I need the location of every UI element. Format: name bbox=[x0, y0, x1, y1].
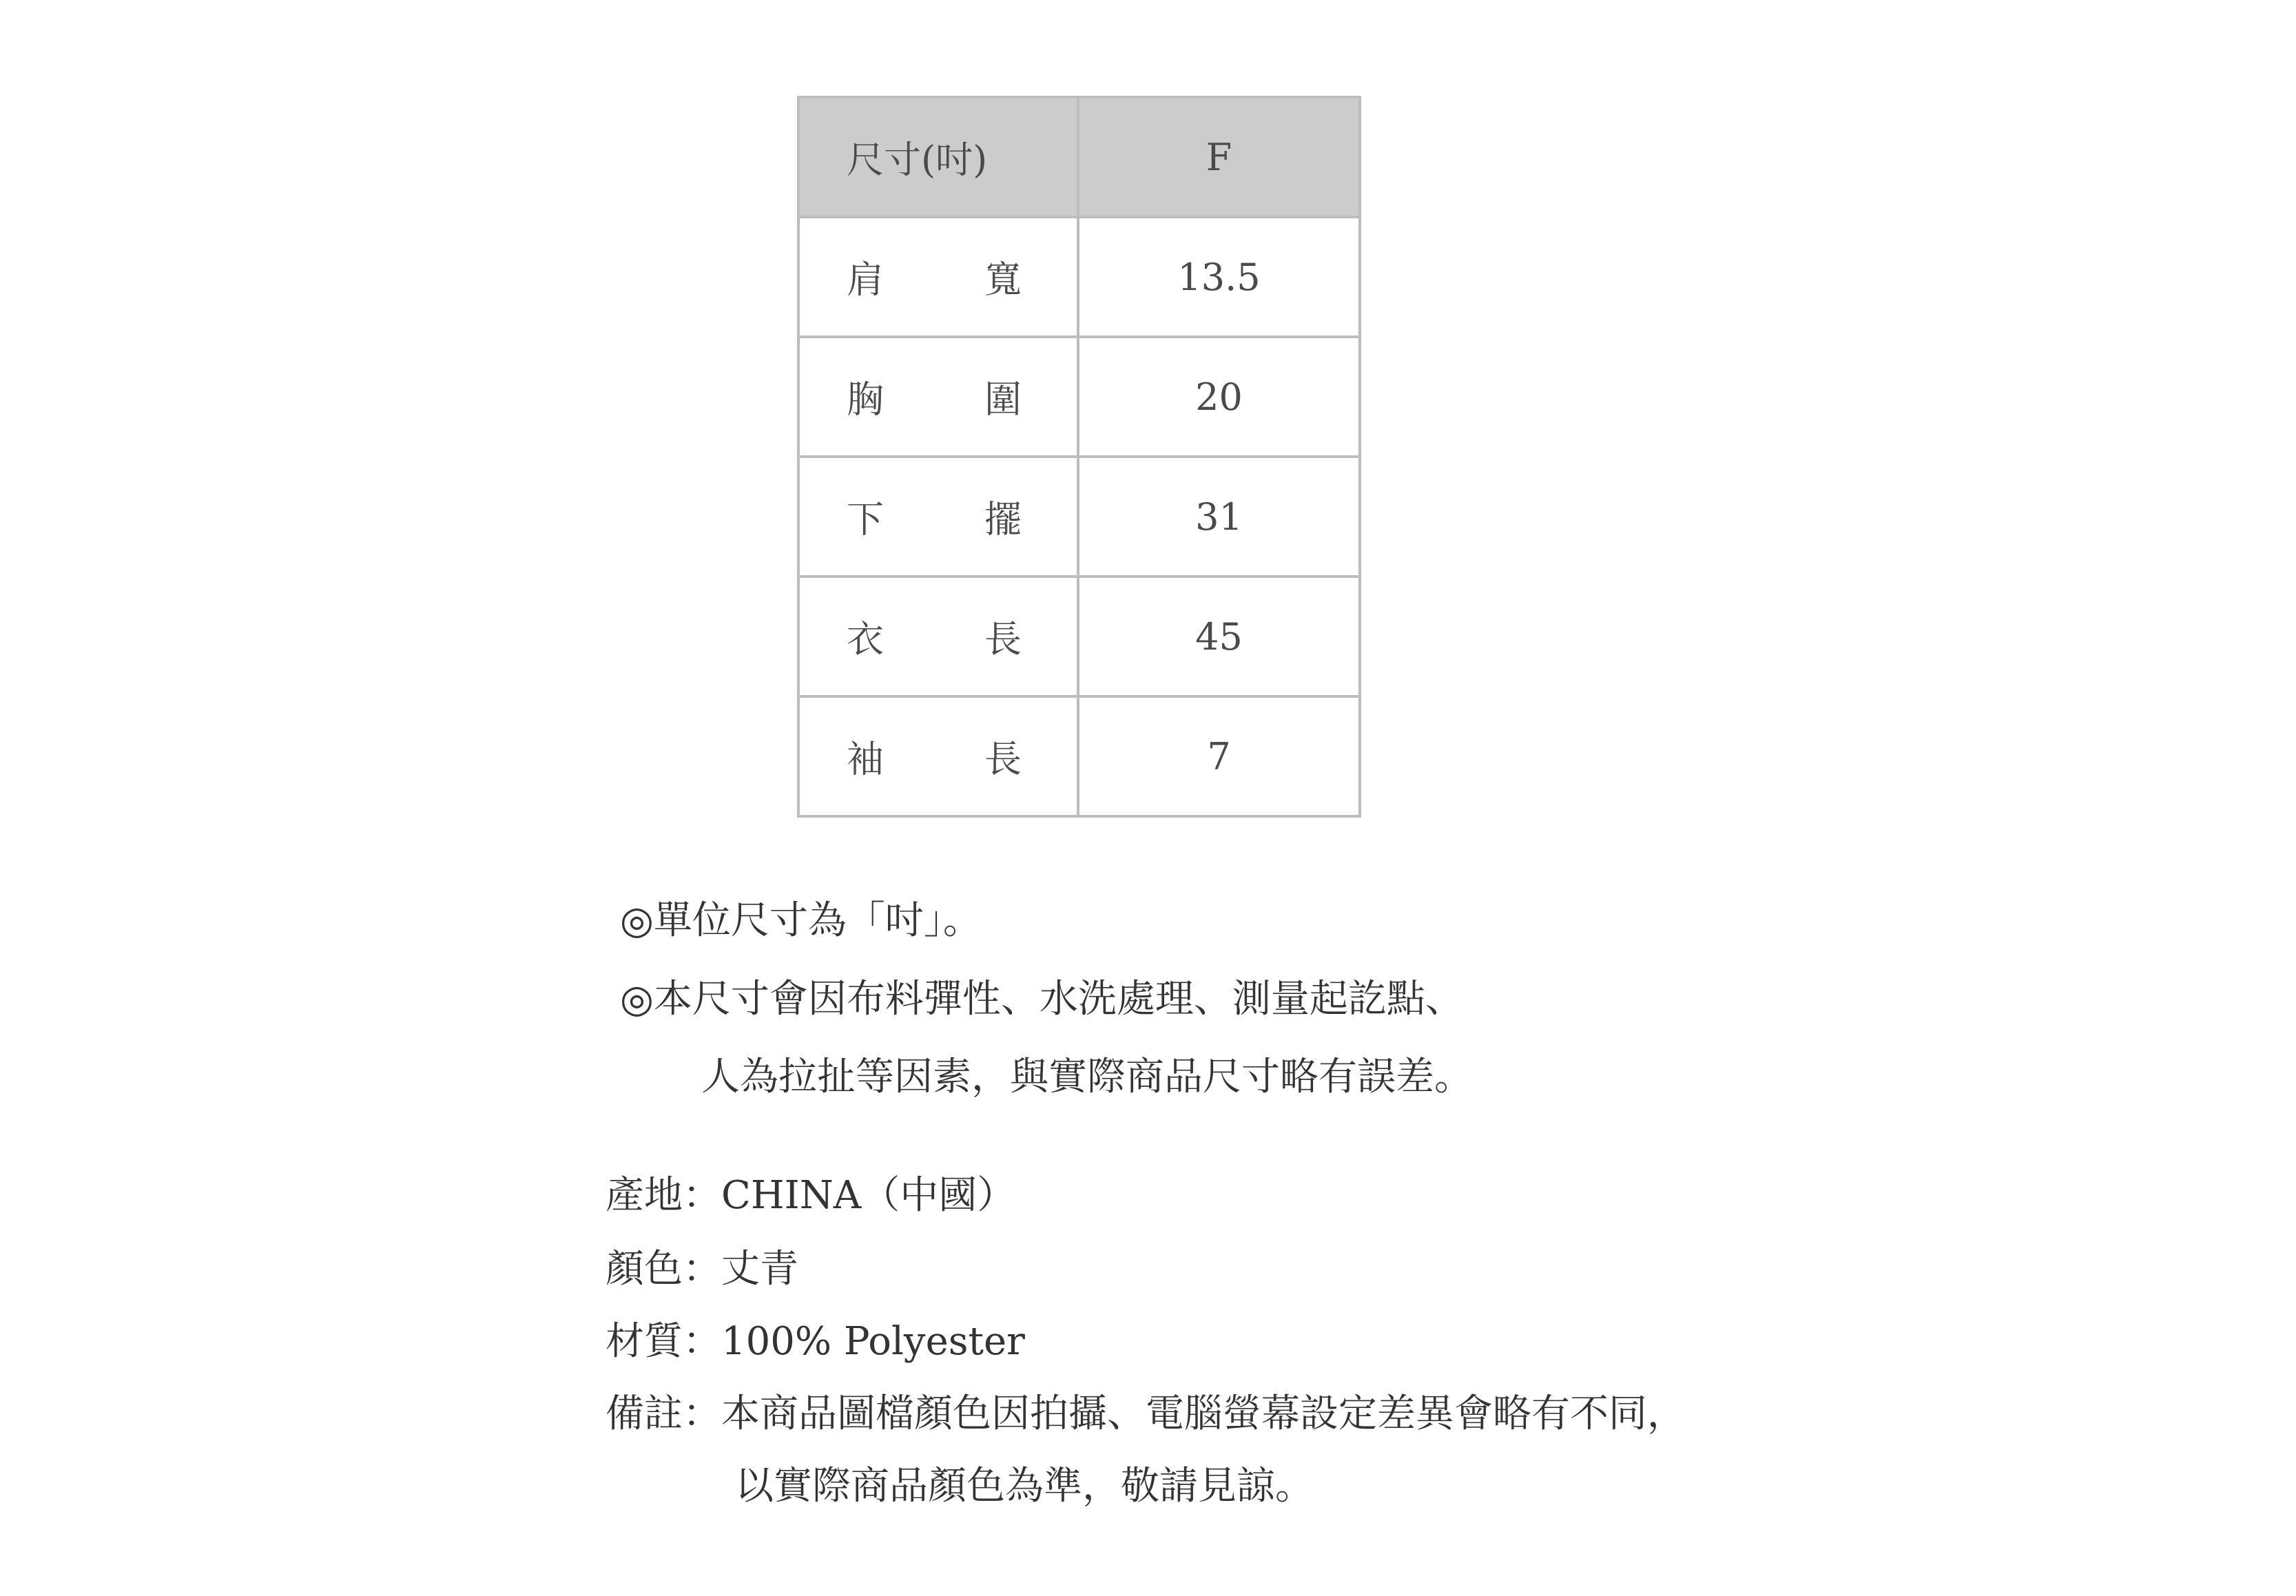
row-label-a: 肩 bbox=[847, 258, 884, 302]
table-row bbox=[798, 696, 1360, 816]
note-unit: ◎單位尺寸為「吋」。 bbox=[620, 898, 982, 943]
info-color: 顏色：丈青 bbox=[606, 1247, 798, 1292]
row-value: 13.5 bbox=[1078, 217, 1360, 337]
note-variance-line2: 人為拉扯等因素，與實際商品尺寸略有誤差。 bbox=[701, 1055, 1473, 1099]
row-label-b: 長 bbox=[984, 617, 1022, 661]
info-origin: 產地：CHINA（中國） bbox=[606, 1173, 1016, 1218]
row-label bbox=[798, 337, 1078, 457]
table-row bbox=[798, 217, 1360, 337]
header-size: F bbox=[1078, 97, 1360, 217]
info-remark-line2: 以實際商品顏色為準，敬請見諒。 bbox=[735, 1464, 1314, 1509]
row-label-a: 袖 bbox=[847, 737, 884, 781]
header-label: 尺寸(吋) bbox=[847, 138, 988, 182]
row-label bbox=[798, 577, 1078, 696]
table-header-row bbox=[798, 97, 1360, 217]
table-row bbox=[798, 577, 1360, 696]
table-row bbox=[798, 337, 1360, 457]
row-value: 45 bbox=[1078, 577, 1360, 696]
row-value: 31 bbox=[1078, 457, 1360, 577]
row-value: 7 bbox=[1078, 696, 1360, 816]
row-value: 20 bbox=[1078, 337, 1360, 457]
row-label-b: 擺 bbox=[984, 497, 1022, 541]
row-label-b: 圍 bbox=[984, 377, 1022, 422]
row-label bbox=[798, 696, 1078, 816]
row-label bbox=[798, 457, 1078, 577]
row-label-b: 寬 bbox=[984, 258, 1022, 302]
row-label bbox=[798, 217, 1078, 337]
table-row bbox=[798, 457, 1360, 577]
row-label-a: 胸 bbox=[847, 377, 884, 422]
row-label-a: 衣 bbox=[847, 617, 884, 661]
info-material: 材質：100% Polyester bbox=[606, 1319, 1025, 1364]
size-table bbox=[797, 96, 1361, 818]
info-remark-line1: 備註：本商品圖檔顏色因拍攝、電腦螢幕設定差異會略有不同， bbox=[606, 1391, 1686, 1436]
row-label-a: 下 bbox=[847, 497, 884, 541]
header-label-cell bbox=[798, 97, 1078, 217]
note-variance-line1: ◎本尺寸會因布料彈性、水洗處理、測量起訖點、 bbox=[620, 977, 1464, 1022]
row-label-b: 長 bbox=[984, 737, 1022, 781]
